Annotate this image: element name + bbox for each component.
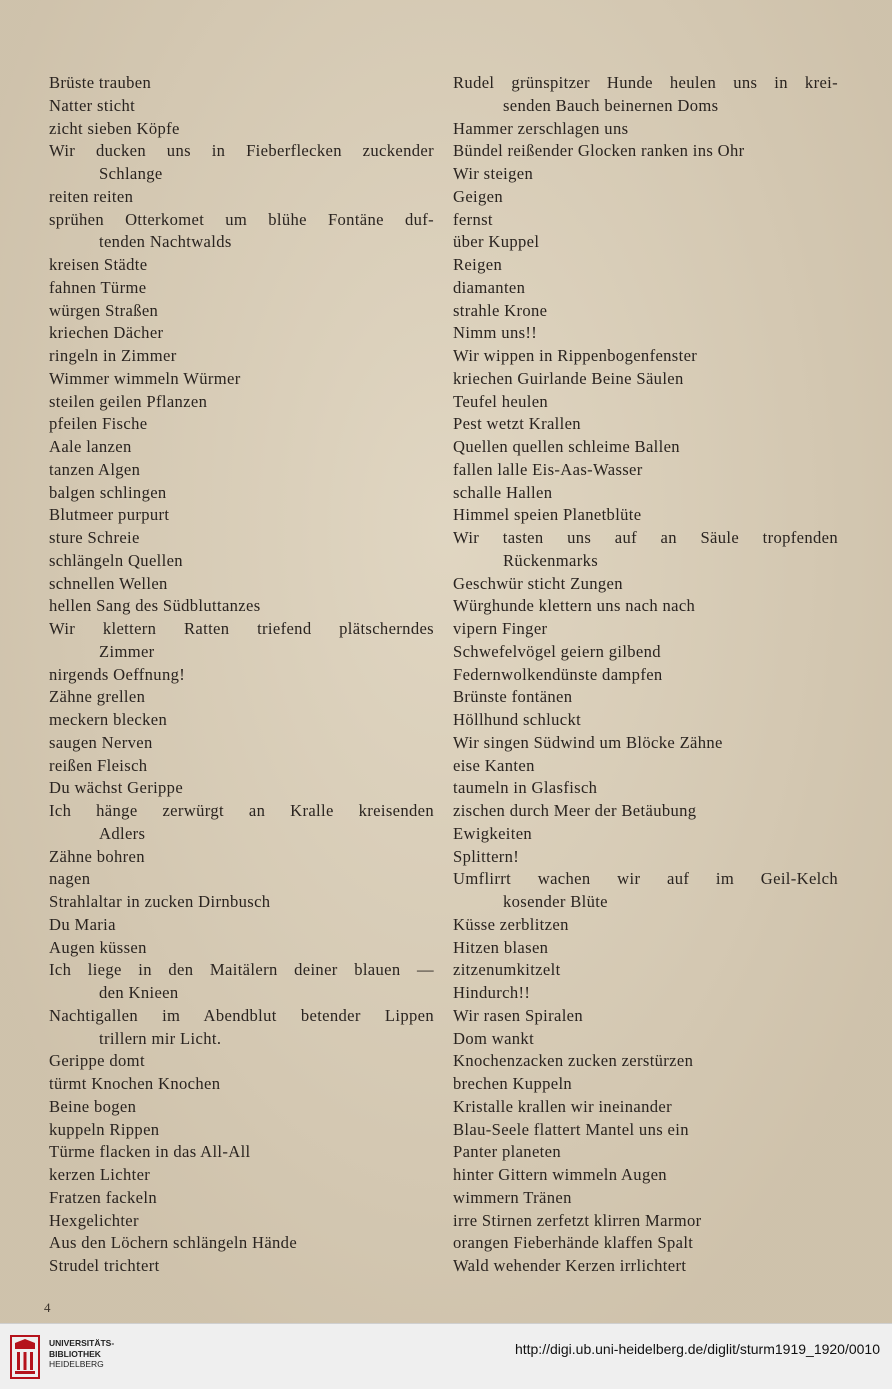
poem-line: Küsse zerblitzen — [453, 914, 569, 934]
poem-line: Würghunde klettern uns nach nach — [453, 596, 696, 616]
poem-line: balgen schlingen — [49, 482, 167, 502]
page-number: 4 — [44, 1300, 51, 1315]
library-logo-text — [49, 1338, 114, 1370]
poem-line-continuation: Schlange — [99, 164, 163, 183]
poem-line: Du wächst Gerippe — [49, 778, 184, 798]
poem-line: vipern Finger — [453, 619, 548, 638]
poem-line: Hexgelichter — [49, 1210, 139, 1230]
poem-line: Blutmeer purpurt — [49, 505, 170, 525]
poem-line: irre Stirnen zerfetzt klirren Marmor — [453, 1210, 702, 1230]
poem-line: orangen Fieberhände klaffen Spalt — [453, 1233, 694, 1253]
poem-line: Zähne grellen — [49, 687, 146, 707]
poem-line: Strudel trichtert — [49, 1256, 160, 1275]
poem-line: fahnen Türme — [49, 277, 147, 297]
poem-line: hinter Gittern wimmeln Augen — [453, 1165, 667, 1184]
poem-line: Nimm uns!! — [453, 323, 538, 343]
poem-line: Wald wehender Kerzen irrlichtert — [453, 1256, 687, 1275]
poem-line: hellen Sang des Südbluttanzes — [49, 596, 261, 616]
poem-line: Panter planeten — [453, 1142, 561, 1162]
poem-line-continuation: senden Bauch beinernen Doms — [503, 95, 719, 115]
poem-line: Natter sticht — [49, 95, 136, 115]
poem-line: tanzen Algen — [49, 459, 141, 479]
poem-line: nirgends Oeffnung! — [49, 664, 186, 684]
poem-line: Aale lanzen — [49, 437, 132, 456]
poem-line: nagen — [49, 869, 91, 889]
poem-line: eise Kanten — [453, 755, 535, 775]
poem-left-column — [49, 72, 434, 1278]
poem-line: Geschwür sticht Zungen — [453, 573, 623, 593]
poem-line: Blau-Seele flattert Mantel uns ein — [453, 1119, 689, 1139]
poem-line: Geigen — [453, 186, 504, 206]
poem-line: ringeln in Zimmer — [49, 346, 177, 365]
poem-line: schnellen Wellen — [49, 573, 168, 593]
poem-line: sture Schreie — [49, 528, 140, 547]
poem-line: Ewigkeiten — [453, 823, 533, 843]
poem-line: zicht sieben Köpfe — [49, 118, 180, 138]
poem-line-continuation: trillern mir Licht. — [99, 1028, 222, 1048]
poem-line: Schwefelvögel geiern gilbend — [453, 641, 661, 661]
poem-line: Wir rasen Spiralen — [453, 1005, 584, 1025]
poem-line: Augen küssen — [49, 937, 147, 957]
poem-line: wimmern Tränen — [453, 1187, 572, 1207]
poem-line: Bündel reißender Glocken ranken ins Ohr — [453, 141, 745, 161]
poem-line-continuation: Zimmer — [99, 641, 155, 661]
poem-line: brechen Kuppeln — [453, 1074, 573, 1093]
poem-line: Höllhund schluckt — [453, 710, 582, 729]
poem-line: Wir wippen in Rippenbogenfenster — [453, 346, 698, 365]
poem-line: meckern blecken — [49, 710, 168, 729]
poem-line: kerzen Lichter — [49, 1165, 151, 1184]
poem-line-continuation: kosender Blüte — [503, 892, 608, 911]
logo-line: UNIVERSITÄTS- — [49, 1338, 115, 1348]
poem-line: Wir steigen — [453, 164, 534, 183]
poem-line: reißen Fleisch — [49, 755, 148, 775]
poem-line: Hitzen blasen — [453, 937, 549, 957]
poem-line: Fratzen fackeln — [49, 1187, 157, 1207]
source-url[interactable]: http://digi.ub.uni-heidelberg.de/diglit/sturm1919_1920/0010 — [514, 1341, 880, 1357]
poem-line: kriechen Dächer — [49, 323, 164, 343]
poem-line: Kristalle krallen wir ineinander — [453, 1096, 673, 1116]
poem-line: taumeln in Glasfisch — [453, 778, 598, 798]
poem-line: Türme flacken in das All-All — [49, 1142, 251, 1162]
poem-line: Brünste fontänen — [453, 687, 573, 707]
poem-line: reiten reiten — [49, 186, 134, 206]
poem-line: Gerippe domt — [49, 1051, 145, 1071]
poem-line: fernst — [453, 209, 493, 229]
poem-line: Beine bogen — [49, 1096, 137, 1116]
logo-line: BIBLIOTHEK — [49, 1348, 101, 1359]
poem-line: Federnwolkendünste dampfen — [453, 664, 663, 684]
poem-line: steilen geilen Pflanzen — [49, 391, 208, 411]
poem-line: Wir tasten uns auf an Säule tropfenden — [453, 528, 838, 547]
poem-line-continuation: Adlers — [99, 823, 146, 843]
poem-line: pfeilen Fische — [49, 414, 148, 434]
poem-line: würgen Straßen — [49, 300, 159, 320]
poem-line: Du Maria — [49, 914, 116, 934]
poem-line: schlängeln Quellen — [49, 550, 183, 570]
poem-line: Zähne bohren — [49, 846, 145, 866]
logo-line: HEIDELBERG — [49, 1359, 104, 1369]
poem-line: Ich liege in den Maitälern deiner blauen — — [49, 960, 434, 980]
poem-line: Pest wetzt Krallen — [453, 414, 581, 434]
poem-line: diamanten — [453, 277, 526, 297]
poem-line-continuation: tenden Nachtwalds — [99, 232, 232, 252]
poem-line-continuation: den Knieen — [99, 983, 179, 1002]
poem-line: Rudel grünspitzer Hunde heulen uns in krei- — [453, 73, 838, 92]
poem-line: Aus den Löchern schlängeln Hände — [49, 1233, 298, 1253]
poem-line: Strahlaltar in zucken Dirnbusch — [49, 892, 271, 911]
poem-line: Knochenzacken zucken zerstürzen — [453, 1051, 694, 1071]
poem-line: kriechen Guirlande Beine Säulen — [453, 368, 684, 388]
library-footer — [0, 1323, 892, 1389]
poem-line: Brüste trauben — [49, 73, 152, 92]
poem-line: zischen durch Meer der Betäubung — [453, 801, 697, 820]
poem-line: Wimmer wimmeln Würmer — [49, 368, 241, 388]
poem-line: Ich hänge zerwürgt an Kralle kreisenden — [49, 801, 434, 820]
poem-line: saugen Nerven — [49, 732, 153, 752]
poem-line-continuation: Rückenmarks — [503, 550, 599, 570]
poem-line: Wir klettern Ratten triefend plätscherndes — [49, 619, 434, 638]
poem-line: türmt Knochen Knochen — [49, 1074, 221, 1093]
poem-line: schalle Hallen — [453, 482, 553, 502]
library-logo-icon — [10, 1335, 40, 1379]
poem-line: Splittern! — [453, 846, 520, 866]
poem-line: kuppeln Rippen — [49, 1119, 160, 1139]
poem-line: Teufel heulen — [453, 391, 549, 411]
poem-line: Quellen quellen schleime Ballen — [453, 437, 680, 456]
poem-line: Hammer zerschlagen uns — [453, 118, 629, 138]
poem-line: Nachtigallen im Abendblut betender Lippen — [49, 1005, 434, 1025]
poem-line: strahle Krone — [453, 300, 548, 320]
poem-right-column — [453, 72, 838, 1278]
poem-line: zitzenumkitzelt — [453, 960, 561, 980]
poem-line: über Kuppel — [453, 232, 540, 252]
poem-line: Wir singen Südwind um Blöcke Zähne — [453, 732, 723, 752]
poem-line: fallen lalle Eis-Aas-Wasser — [453, 459, 643, 479]
poem-line: Dom wankt — [453, 1028, 535, 1048]
poem-line: Umflirrt wachen wir auf im Geil-Kelch — [453, 869, 838, 889]
poem-line: Reigen — [453, 255, 503, 274]
poem-line: sprühen Otterkomet um blühe Fontäne duf- — [49, 209, 434, 229]
poem-line: kreisen Städte — [49, 255, 148, 274]
poem-line: Himmel speien Planetblüte — [453, 505, 642, 525]
poem-line: Wir ducken uns in Fieberflecken zuckender — [49, 141, 434, 161]
poem-line: Hindurch!! — [453, 983, 531, 1002]
